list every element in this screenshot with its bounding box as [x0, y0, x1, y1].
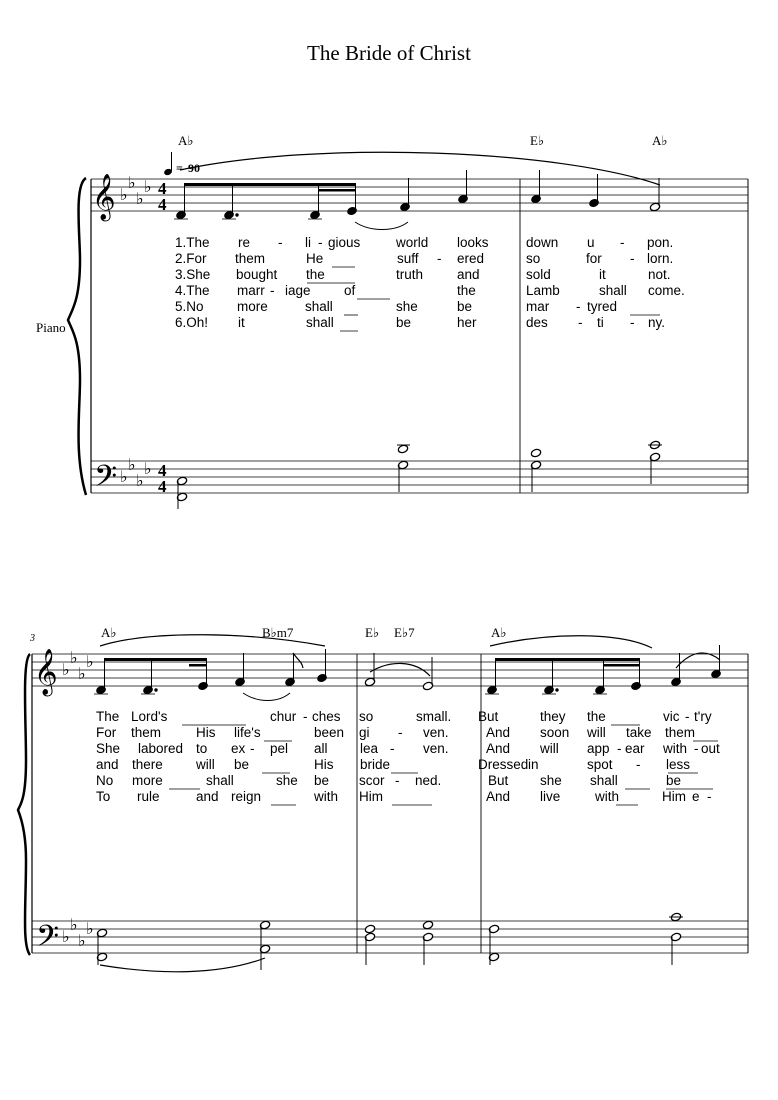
lyric-syllable: small. [416, 709, 452, 724]
svg-text:♭: ♭ [78, 931, 86, 950]
lyric-syllable: Lord's [131, 709, 168, 724]
chord-symbol: A♭ [178, 133, 194, 148]
lyric-syllable: will [196, 757, 215, 772]
svg-text:♭: ♭ [120, 185, 128, 204]
lyric-syllable: for [586, 251, 602, 266]
svg-text:♭: ♭ [78, 664, 86, 683]
lyric-syllable: she [276, 773, 298, 788]
lyric-syllable: marr [237, 283, 265, 298]
lyric-syllable: in [528, 757, 539, 772]
bass-staff-1 [91, 461, 748, 493]
melody-notes-m4 [364, 653, 433, 691]
lyric-syllable: ven. [423, 741, 449, 756]
lyric-syllable: bride [360, 757, 391, 772]
lyric-syllable: labored [138, 741, 184, 756]
lyric-syllable: looks [457, 235, 489, 250]
lyric-syllable: them [131, 725, 162, 740]
treble-clef-icon: 𝄞 [34, 649, 58, 695]
lyric-syllable: be [457, 299, 473, 314]
lyrics-system-2 [96, 709, 720, 804]
lyric-syllable: world [396, 235, 429, 250]
lyric-syllable: shall [306, 315, 334, 330]
tempo-value: 90 [188, 161, 200, 175]
lyric-syllable: - [576, 299, 581, 314]
lyric-syllable: lea [360, 741, 379, 756]
lyric-syllable: ches [312, 709, 341, 724]
lyric-syllable: take [626, 725, 652, 740]
lyric-syllable: des [526, 315, 548, 330]
lyric-syllable: shall [305, 299, 333, 314]
lyric-syllable: shall [590, 773, 618, 788]
lyric-syllable: ti [597, 315, 604, 330]
svg-text:♭: ♭ [62, 927, 70, 946]
lyric-syllable: she [540, 773, 562, 788]
chord-symbol: B♭m7 [262, 625, 294, 640]
lyric-syllable: it [599, 267, 606, 282]
lyric-syllable: Him [359, 789, 383, 804]
lyric-syllable: be [396, 315, 412, 330]
lyric-syllable: her [457, 315, 477, 330]
lyric-syllable: - [620, 235, 625, 250]
svg-text:♭: ♭ [70, 915, 78, 934]
lyric-syllable: it [238, 315, 245, 330]
lyric-syllable: - [437, 251, 442, 266]
svg-text:♭: ♭ [70, 648, 78, 667]
lyric-syllable: and [457, 267, 480, 282]
lyric-syllable: of [344, 283, 356, 298]
svg-text:=: = [176, 161, 183, 175]
lyric-syllable: ven. [423, 725, 449, 740]
lyric-syllable: less [666, 757, 691, 772]
lyric-syllable: mar [526, 299, 550, 314]
lyric-syllable: She [96, 741, 121, 756]
lyric-syllable: sold [526, 267, 551, 282]
system-1 [36, 133, 748, 509]
lyric-syllable: li [305, 235, 311, 250]
svg-text:♭: ♭ [86, 652, 94, 671]
lyric-syllable: more [237, 299, 268, 314]
lyric-syllable: be [666, 773, 682, 788]
lyric-syllable: - [303, 709, 308, 724]
time-signature-top-bass: 4 [158, 461, 167, 480]
lyric-syllable: suff [397, 251, 419, 266]
melody-notes-m2 [531, 170, 661, 212]
time-signature-top: 4 [158, 179, 167, 198]
lyric-syllable: so [359, 709, 374, 724]
system-2 [18, 625, 748, 972]
lyric-syllable: gious [328, 235, 361, 250]
lyric-syllable: with [314, 789, 339, 804]
svg-text:♭: ♭ [136, 471, 144, 490]
instrument-label: Piano [36, 320, 66, 335]
svg-text:♭: ♭ [144, 177, 152, 196]
lyric-syllable: they [540, 709, 566, 724]
lyric-syllable: ear [625, 741, 645, 756]
lyric-syllable: come. [648, 283, 685, 298]
lyric-syllable: ered [457, 251, 485, 266]
lyric-syllable: them [235, 251, 266, 266]
time-signature-bottom-bass: 4 [158, 477, 167, 496]
lyric-syllable: - [250, 741, 255, 756]
lyric-syllable: down [526, 235, 559, 250]
lyric-syllable: them [665, 725, 696, 740]
lyric-syllable: and [96, 757, 119, 772]
lyric-syllable: chur [270, 709, 297, 724]
lyric-syllable: And [486, 741, 511, 756]
lyric-syllable: - [636, 757, 641, 772]
lyric-syllable: - [694, 741, 699, 756]
svg-text:♭: ♭ [128, 455, 136, 474]
lyric-syllable: - [270, 283, 275, 298]
lyric-syllable: shall [206, 773, 234, 788]
lyric-syllable: re [238, 235, 251, 250]
lyric-syllable: - [630, 251, 635, 266]
lyric-syllable: will [587, 725, 606, 740]
piano-brace [18, 654, 30, 955]
svg-text:♭: ♭ [86, 919, 94, 938]
lyric-syllable: not. [648, 267, 671, 282]
lyric-syllable: - [707, 789, 712, 804]
lyric-syllable: shall [599, 283, 627, 298]
lyric-syllable: live [540, 789, 561, 804]
lyric-syllable: to [196, 741, 208, 756]
lyric-syllable: there [132, 757, 163, 772]
score-title: The Bride of Christ [307, 41, 471, 65]
tempo-mark [163, 152, 200, 176]
lyric-syllable: vic [663, 709, 680, 724]
lyric-syllable: with [595, 789, 620, 804]
lyric-syllable: with [663, 741, 688, 756]
lyric-syllable: Lamb [526, 283, 560, 298]
lyric-syllable: be [234, 757, 250, 772]
lyric-syllable: so [526, 251, 541, 266]
lyric-syllable: all [314, 741, 328, 756]
lyric-syllable: pon. [647, 235, 674, 250]
svg-text:♭: ♭ [62, 660, 70, 679]
lyric-syllable: lorn. [647, 251, 674, 266]
lyric-syllable: - [617, 741, 622, 756]
chord-symbol: E♭ [530, 133, 545, 148]
lyric-syllable: bought [236, 267, 278, 282]
lyric-syllable: For [96, 725, 117, 740]
lyric-syllable: 1.The [175, 235, 210, 250]
bass-clef-icon: 𝄢 [36, 920, 60, 961]
lyric-syllable: soon [540, 725, 570, 740]
lyric-syllable: life's [234, 725, 261, 740]
lyric-syllable: been [314, 725, 345, 740]
lyric-syllable: spot [587, 757, 613, 772]
chord-symbol: E♭ [365, 625, 380, 640]
lyric-syllable: ned. [415, 773, 442, 788]
lyrics-system-1 [175, 235, 685, 330]
lyric-syllable: - [318, 235, 323, 250]
svg-text:♭: ♭ [144, 459, 152, 478]
chord-symbol: E♭7 [394, 625, 415, 640]
lyric-syllable: she [396, 299, 418, 314]
svg-text:♭: ♭ [120, 467, 128, 486]
lyric-syllable: will [540, 741, 559, 756]
lyric-syllable: But [488, 773, 509, 788]
lyric-syllable: He [306, 251, 324, 266]
lyric-syllable: But [478, 709, 499, 724]
lyric-syllable: The [96, 709, 120, 724]
lyric-syllable: reign [231, 789, 262, 804]
lyric-syllable: more [132, 773, 163, 788]
lyric-syllable: iage [285, 283, 311, 298]
lyric-syllable: 3.She [175, 267, 211, 282]
lyric-syllable: 6.Oh! [175, 315, 209, 330]
lyric-syllable: be [314, 773, 330, 788]
piano-brace [68, 178, 86, 495]
lyric-syllable: And [486, 789, 511, 804]
lyric-syllable: out [701, 741, 720, 756]
chord-symbol: A♭ [101, 625, 117, 640]
lyric-syllable: His [314, 757, 334, 772]
lyric-syllable: To [96, 789, 111, 804]
lyric-syllable: - [390, 741, 395, 756]
melody-notes-m3 [96, 649, 328, 695]
lyric-syllable: And [486, 725, 511, 740]
lyric-syllable: ex [231, 741, 246, 756]
time-signature-bottom: 4 [158, 195, 167, 214]
lyric-syllable: pel [270, 741, 289, 756]
lyric-syllable: 5.No [175, 299, 204, 314]
lyric-syllable: - [398, 725, 403, 740]
bass-staff-2 [32, 921, 748, 953]
lyric-syllable: the [306, 267, 325, 282]
lyric-syllable: Him [662, 789, 686, 804]
lyric-syllable: - [395, 773, 400, 788]
lyric-syllable: ny. [648, 315, 666, 330]
treble-clef-icon: 𝄞 [92, 174, 116, 220]
lyric-syllable: scor [359, 773, 385, 788]
lyric-syllable: truth [396, 267, 424, 282]
svg-text:♭: ♭ [136, 189, 144, 208]
lyric-syllable: t'ry [694, 709, 712, 724]
lyric-syllable: tyred [587, 299, 618, 314]
lyric-syllable: u [587, 235, 595, 250]
lyric-syllable: - [630, 315, 635, 330]
lyric-syllable: 2.For [175, 251, 207, 266]
chord-symbol: A♭ [652, 133, 668, 148]
bass-clef-icon: 𝄢 [94, 460, 118, 501]
lyric-syllable: the [587, 709, 606, 724]
lyric-syllable: 4.The [175, 283, 210, 298]
lyric-syllable: rule [137, 789, 160, 804]
lyric-syllable: His [196, 725, 216, 740]
chord-symbol: A♭ [491, 625, 507, 640]
lyric-syllable: and [196, 789, 219, 804]
lyric-syllable: No [96, 773, 114, 788]
lyric-syllable: the [457, 283, 476, 298]
svg-text:♭: ♭ [128, 173, 136, 192]
lyric-syllable: - [685, 709, 690, 724]
lyric-syllable: gi [359, 725, 370, 740]
lyric-syllable: - [278, 235, 283, 250]
lyric-syllable: e [692, 789, 700, 804]
lyric-syllable: - [578, 315, 583, 330]
lyric-syllable: app [587, 741, 610, 756]
lyric-syllable: Dressed [478, 757, 529, 772]
bass-notes-s1 [176, 440, 660, 502]
measure-number: 3 [30, 633, 35, 644]
